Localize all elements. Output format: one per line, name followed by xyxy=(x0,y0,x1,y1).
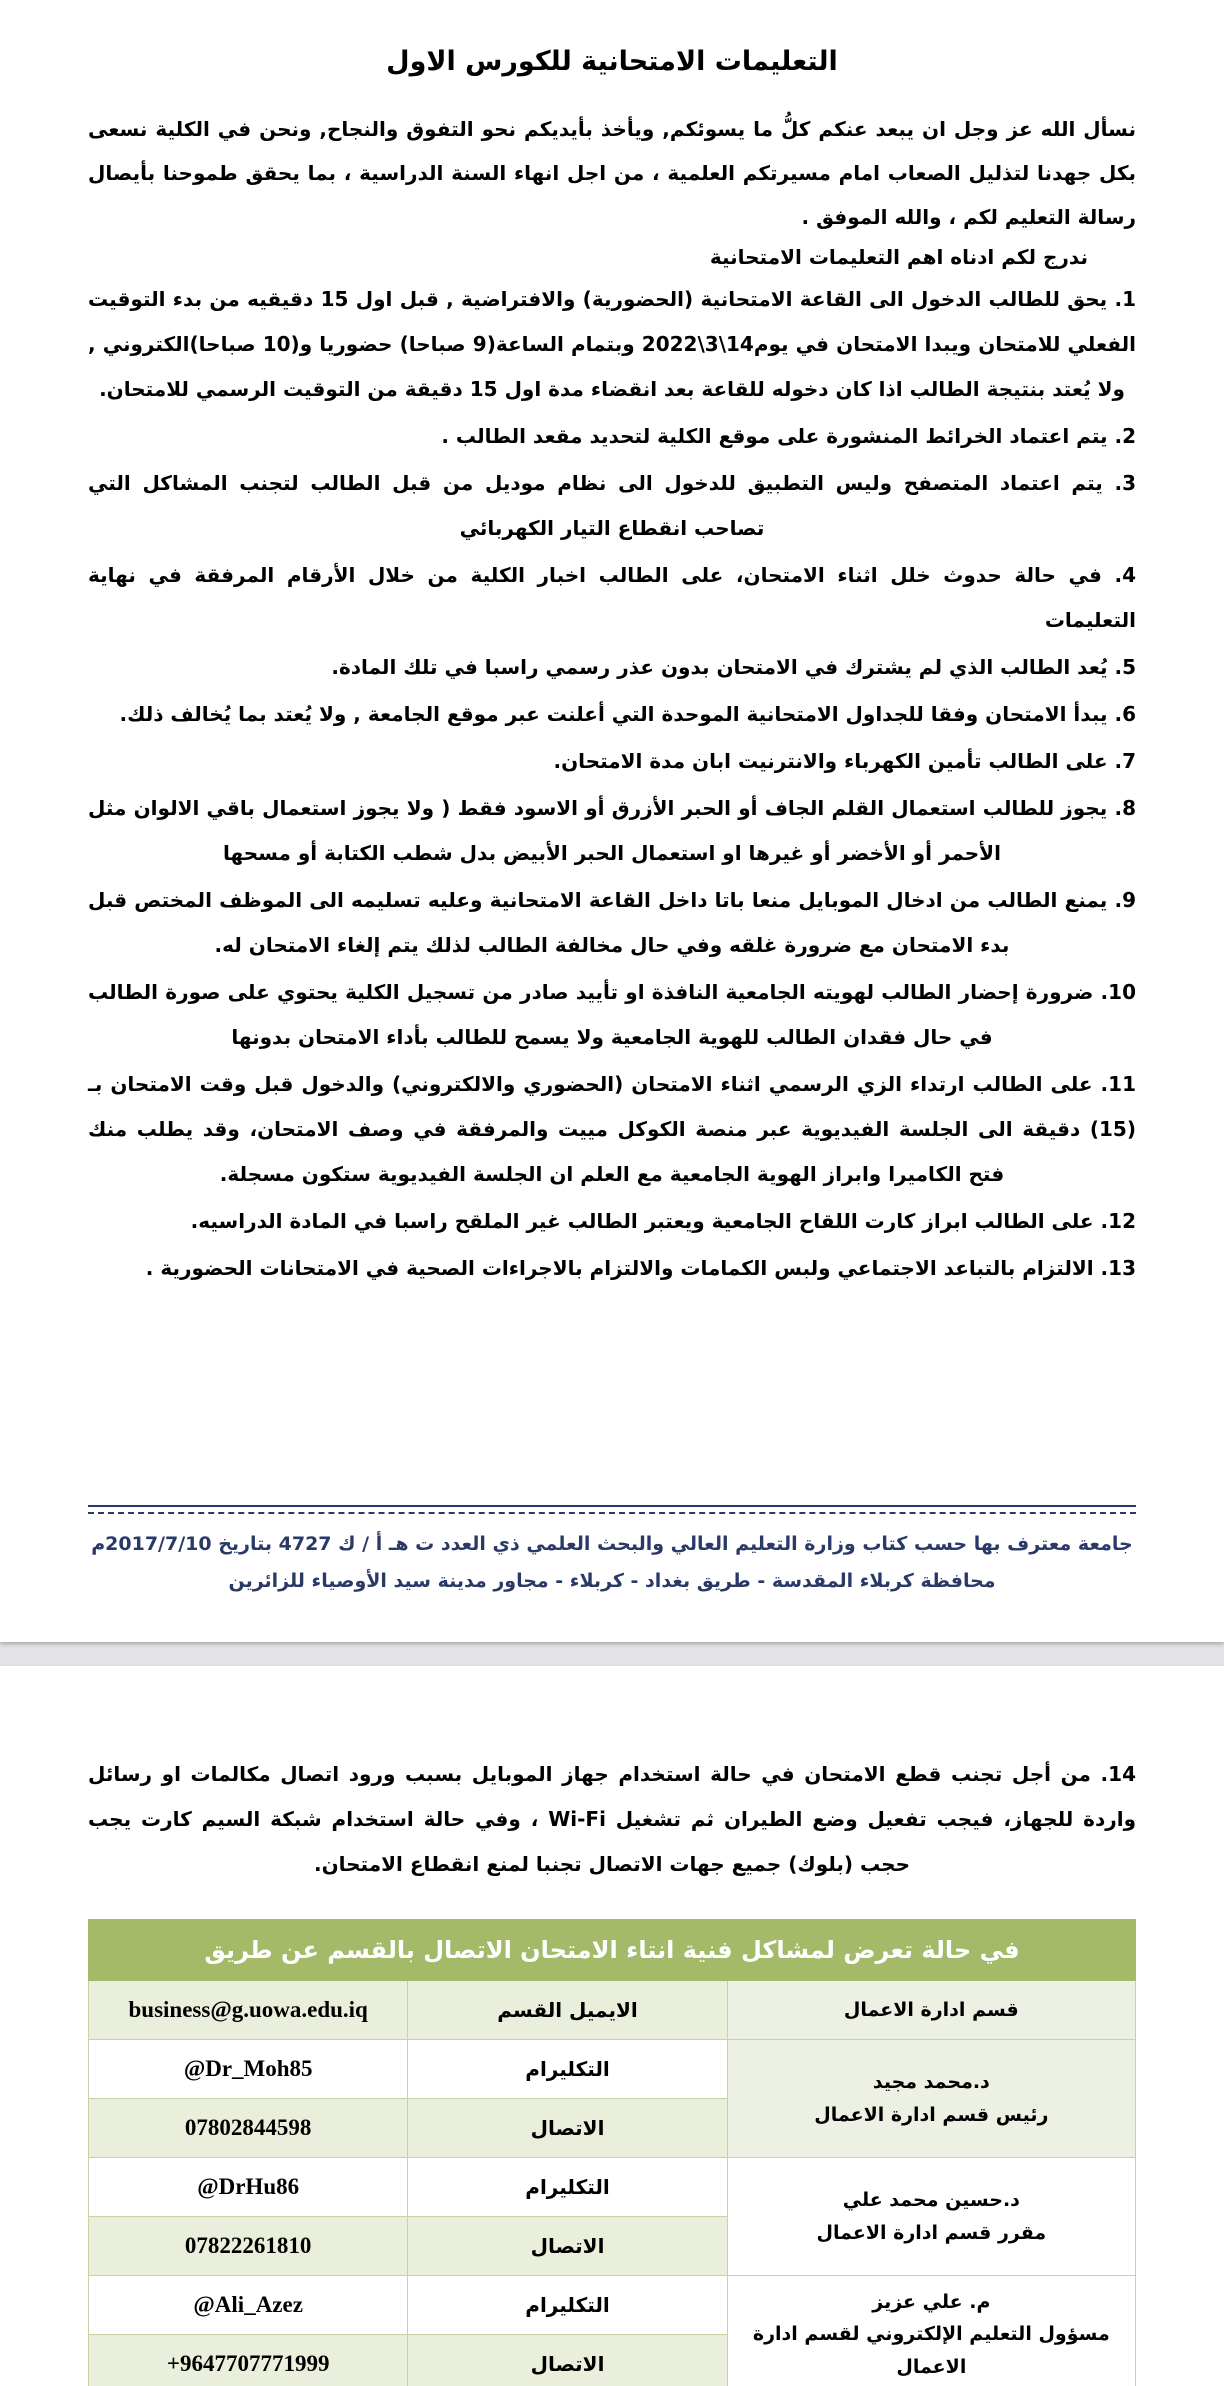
department-cell: قسم ادارة الاعمال xyxy=(727,1981,1135,2040)
instruction-item-7: 7. على الطالب تأمين الكهرباء والانترنيت ابان مدة الامتحان. xyxy=(553,749,1136,773)
instructions-list xyxy=(88,277,1136,1291)
contact-table-row xyxy=(89,1981,1136,2040)
contact-table xyxy=(88,1919,1136,2386)
contact-method-cell: التكليرام xyxy=(408,2158,727,2217)
list-intro: ندرج لكم ادناه اهم التعليمات الامتحانية xyxy=(709,245,1088,269)
instruction-item-2: 2. يتم اعتماد الخرائط المنشورة على موقع الكلية لتحديد مقعد الطالب . xyxy=(441,424,1136,448)
footer-divider xyxy=(88,1505,1136,1514)
contact-table-row xyxy=(89,2040,1136,2099)
contact-value-cell: 07802844598 xyxy=(89,2099,408,2158)
instruction-item-4: 4. في حالة حدوث خلل اثناء الامتحان، على الطالب اخبار الكلية من خلال الأرقام المرفقة في نهاية التعليمات xyxy=(88,563,1136,632)
contact-method-cell: الاتصال xyxy=(408,2217,727,2276)
department-cell: م. علي عزيز مسؤول التعليم الإلكتروني لقسم ادارة الاعمال xyxy=(727,2276,1135,2386)
instruction-item-14: 14. من أجل تجنب قطع الامتحان في حالة استخدام جهاز الموبايل بسبب ورود اتصال مكالمات او رسائل واردة للجهاز، فيجب تفعيل وضع الطيران ثم تشغيل Wi-Fi ، وفي حالة استخدام شبكة السيم كارت يجب حجب (بلوك) جميع جهات الاتصال تجنبا لمنع انقطاع الامتحان. xyxy=(88,1762,1137,1876)
instruction-item-13: 13. الالتزام بالتباعد الاجتماعي ولبس الكمامات والالتزام بالاجراءات الصحية في الامتحانات الحضورية . xyxy=(145,1256,1136,1280)
contact-method-cell: الاتصال xyxy=(408,2099,727,2158)
instructions-list-continued xyxy=(88,1752,1136,1887)
department-cell: د.محمد مجيد رئيس قسم ادارة الاعمال xyxy=(727,2040,1135,2158)
footer-line-2: محافظة كربلاء المقدسة - طريق بغداد - كربلاء - مجاور مدينة سيد الأوصياء للزائرين xyxy=(228,1569,996,1592)
instruction-item-12: 12. على الطالب ابراز كارت اللقاح الجامعية ويعتبر الطالب غير الملقح راسبا في المادة الدراسيه. xyxy=(190,1209,1136,1233)
instruction-item-3: 3. يتم اعتماد المتصفح وليس التطبيق للدخول الى نظام موديل من قبل الطالب لتجنب المشاكل التي تصاحب انقطاع التيار الكهربائي xyxy=(88,471,1136,540)
contact-value-cell: +9647707771999 xyxy=(89,2335,408,2386)
contact-value-cell: business@g.uowa.edu.iq xyxy=(89,1981,408,2040)
contact-value-cell: @DrHu86 xyxy=(89,2158,408,2217)
page-break-gap xyxy=(0,1642,1224,1666)
contact-value-cell: @Dr_Moh85 xyxy=(89,2040,408,2099)
page-footer xyxy=(88,1505,1136,1600)
contact-table-row xyxy=(89,2158,1136,2217)
contact-value-cell: @Ali_Azez xyxy=(89,2276,408,2335)
contact-value-cell: 07822261810 xyxy=(89,2217,408,2276)
page-title: التعليمات الامتحانية للكورس الاول xyxy=(386,46,838,77)
footer-line-1: جامعة معترف بها حسب كتاب وزارة التعليم العالي والبحث العلمي ذي العدد ت هـ أ / ك 4727 بتاريخ 2017/7/10م xyxy=(91,1532,1133,1555)
instruction-item-1: 1. يحق للطالب الدخول الى القاعة الامتحانية (الحضورية) والافتراضية , قبل اول 15 دقيقيه من بدء التوقيت الفعلي للامتحان ويبدا الامتحان في يوم14\3\2022 وبتمام الساعة(9 صباحا) حضوريا و(10 صباحا)الكتروني , ولا يُعتد بنتيجة الطالب اذا كان دخوله للقاعة بعد انقضاء مدة اول 15 دقيقة من التوقيت الرسمي للامتحان. xyxy=(88,287,1137,401)
contact-method-cell: الايميل القسم xyxy=(408,1981,727,2040)
instruction-item-6: 6. يبدأ الامتحان وفقا للجداول الامتحانية الموحدة التي أعلنت عبر موقع الجامعة , ولا يُعتد بما يُخالف ذلك. xyxy=(119,702,1136,726)
contact-table-title: في حالة تعرض لمشاكل فنية انتاء الامتحان الاتصال بالقسم عن طريق xyxy=(89,1920,1136,1981)
contact-method-cell: الاتصال xyxy=(408,2335,727,2386)
page-2 xyxy=(0,1666,1224,2386)
contact-method-cell: التكليرام xyxy=(408,2040,727,2099)
contact-table-row xyxy=(89,2276,1136,2335)
instruction-item-9: 9. يمنع الطالب من ادخال الموبايل منعا باتا داخل القاعة الامتحانية وعليه تسليمه الى الموظف المختص قبل بدء الامتحان مع ضرورة غلقه وفي حال مخالفة الطالب لذلك يتم إلغاء الامتحان له. xyxy=(88,888,1136,957)
intro-paragraph: نسأل الله عز وجل ان يبعد عنكم كلُّ ما يسوئكم, ويأخذ بأيديكم نحو التفوق والنجاح, ونحن في الكلية نسعى بكل جهدنا لتذليل الصعاب امام مسيرتكم العلمية ، من اجل انهاء السنة الدراسية ، بما يحقق طموحنا بأيصال رسالة التعليم لكم ، والله الموفق . xyxy=(88,117,1136,229)
contact-method-cell: التكليرام xyxy=(408,2276,727,2335)
instruction-item-11: 11. على الطالب ارتداء الزي الرسمي اثناء الامتحان (الحضوري والالكتروني) والدخول قبل وقت الامتحان بـ (15) دقيقة الى الجلسة الفيديوية عبر منصة الكوكل مييت والمرفقة في وصف الامتحان، وقد يطلب منك فتح الكاميرا وابراز الهوية الجامعية مع العلم ان الجلسة الفيديوية ستكون مسجلة. xyxy=(88,1072,1136,1186)
instruction-item-5: 5. يُعد الطالب الذي لم يشترك في الامتحان بدون عذر رسمي راسبا في تلك المادة. xyxy=(331,655,1136,679)
instruction-item-10: 10. ضرورة إحضار الطالب لهويته الجامعية النافذة او تأييد صادر من تسجيل الكلية يحتوي على صورة الطالب في حال فقدان الطالب للهوية الجامعية ولا يسمح للطالب بأداء الامتحان بدونها xyxy=(88,980,1136,1049)
instruction-item-8: 8. يجوز للطالب استعمال القلم الجاف أو الحبر الأزرق أو الاسود فقط ( ولا يجوز استعمال باقي الالوان مثل الأحمر أو الأخضر أو غيرها او استعمال الحبر الأبيض بدل شطب الكتابة أو مسحها xyxy=(88,796,1136,865)
department-cell: د.حسين محمد علي مقرر قسم ادارة الاعمال xyxy=(727,2158,1135,2276)
